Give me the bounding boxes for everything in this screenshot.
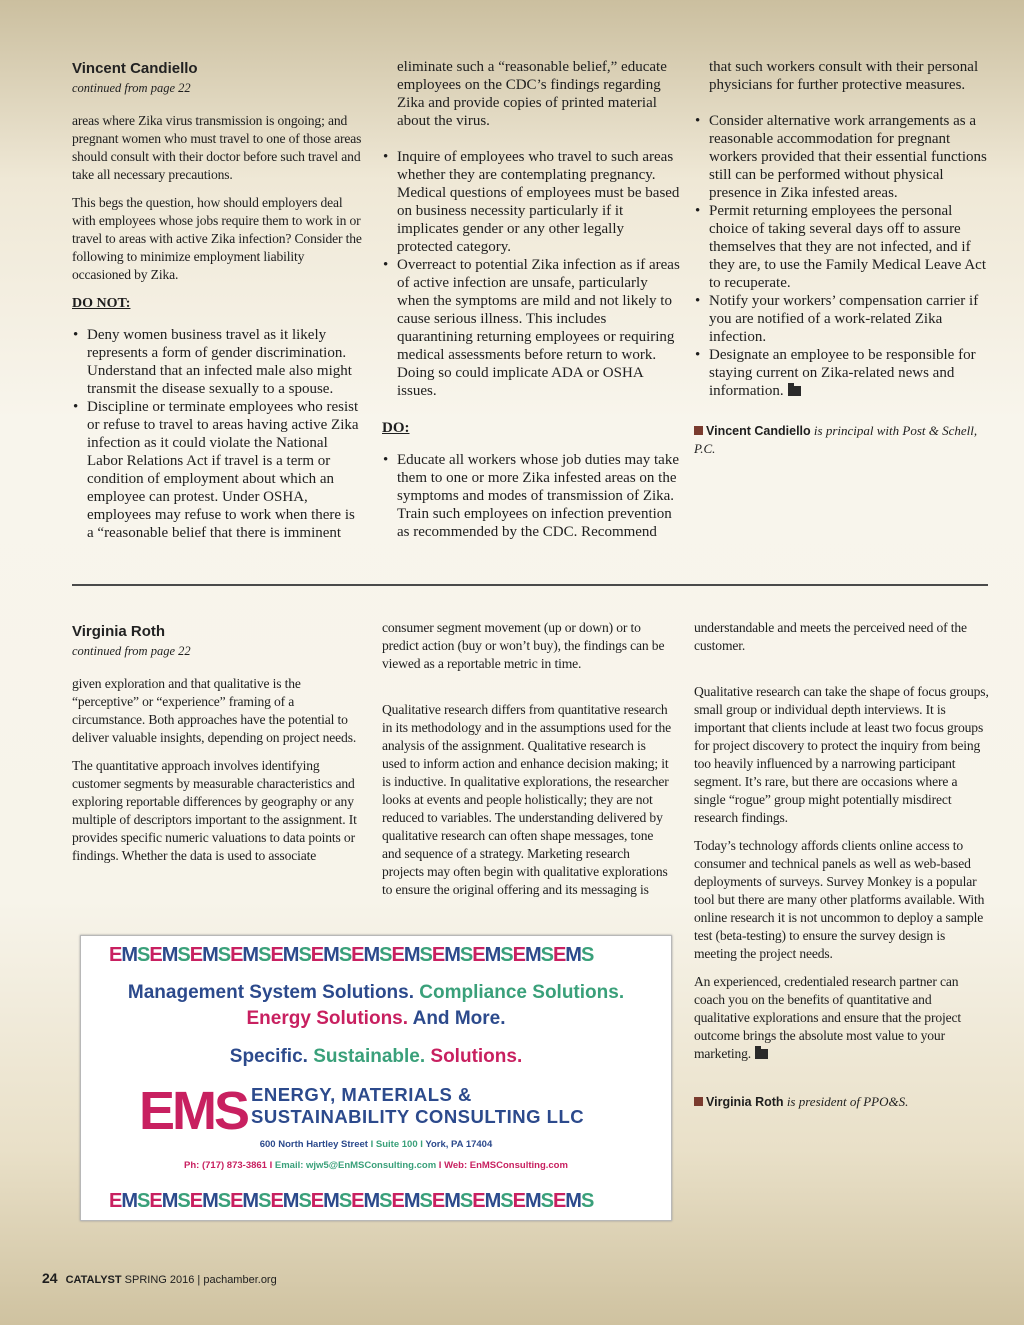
ad-headline-3c: Solutions.: [425, 1046, 523, 1067]
article2-para3-overflow: understandable and meets the perceived need of the customer.: [694, 620, 967, 653]
article1-col3: [694, 58, 990, 457]
article2-col2: [382, 619, 672, 899]
do-not-item-1: • Deny women business travel as it likely represents a form of gender discrimination. Understand that an infected male also might transmit the disease sexually to a spouse.: [72, 326, 364, 398]
do-list-continued: [694, 112, 990, 400]
article2-para6: [694, 973, 990, 1063]
ad-headline-2: [81, 1008, 671, 1030]
do-not-list: [72, 326, 364, 542]
do-not-item-3: • Inquire of employees who travel to such areas whether they are contemplating pregnancy. Medical questions of employees must be based on business necessity particularly if it implicates gender or any other legally protected category.: [382, 148, 680, 256]
ems-pattern-top: EMSEMSEMSEMSEMSEMSEMSEMSEMSEMSEMSEMS: [109, 944, 594, 966]
end-of-article-icon: [755, 1049, 768, 1059]
article2-para2-start: [72, 757, 364, 865]
article2-byline-name: Virginia Roth: [706, 1095, 784, 1109]
do-item-1-continued: [694, 58, 990, 112]
page-number: 24: [42, 1270, 58, 1286]
ems-phone: Ph: (717) 873-3861 I: [184, 1160, 275, 1171]
ems-web[interactable]: I Web: EnMSConsulting.com: [436, 1160, 568, 1171]
do-not-item-4: • Overreact to potential Zika infection as if areas of active infection are unsafe, particularly when the symptoms are mild and not likely to cause serious illness. This includes quarantining returning employees or requiring medical assessments before return to work. Doing so could implicate ADA or OSHA issues.: [382, 256, 680, 400]
article1-byline-text: is principal with Post & Schell, P.C.: [694, 423, 978, 456]
ems-address-city: York, PA 17404: [425, 1139, 493, 1150]
do-item-4: • Notify your workers’ compensation carrier if you are notified of a work-related Zika infection.: [694, 292, 990, 346]
do-not-heading: DO NOT:: [72, 296, 131, 311]
do-not-item-2-text: Discipline or terminate employees who resist or refuse to travel to areas having active Zika infection as it could violate the National Labor Relations Act if travel is a term or condition of employment about which an employee can protest. Under OSHA, employees may refuse to work when there is a “reasonable belief that there is imminent: [87, 399, 359, 541]
ems-address: [81, 1139, 671, 1150]
article2-para6-text: An experienced, credentialed research partner can coach you on the benefits of quantitative and qualitative explorations and ensure that the project outcome brings the absolute most value to your marketing.: [694, 974, 962, 1061]
do-item-5-text: Designate an employee to be responsible for staying current on Zika-related news and information.: [709, 347, 976, 399]
ad-headline-3: [81, 1046, 671, 1068]
article2-para3-continued: [694, 619, 990, 673]
do-not-item-2: [72, 398, 364, 542]
ems-address-suite: I Suite 100 I: [367, 1139, 426, 1150]
do-item-2: • Consider alternative work arrangements as a reasonable accommodation for pregnant workers provided that their essential functions still can be performed without physical presence in Zika infested areas.: [694, 112, 990, 202]
article1-author: Vincent Candiello: [72, 60, 198, 77]
article2-para3-start: [382, 701, 672, 899]
do-list: [382, 451, 680, 541]
article1-para2: This begs the question, how should employers deal with employees whose jobs require them to work in or travel to areas with active Zika infection? Consider the following to minimize employment liability occasioned by Zika.: [72, 195, 362, 282]
do-item-1-text: Educate all workers whose job duties may take them to one or more Zika infested areas on the symptoms and modes of transmission of Zika. Train such employees on infection prevention as recommended by the CDC. Recommend: [397, 452, 679, 540]
ad-headline-1a: Management System Solutions.: [127, 982, 415, 1003]
magazine-name: CATALYST: [65, 1274, 122, 1286]
article2-para3-text: Qualitative research differs from quantitative research in its methodology and in the assumptions used for the analysis of the assignment. Qualitative research is used to inform action and enhance decision making; it is inductive. In qualitative explorations, the researcher looks at events and people holistically; they are not reduced to variables. The understanding delivered by qualitative research can often shape messages, tone and sequence of a strategy. Marketing research projects may often begin with qualitative explorations to ensure the original offering and its messaging is: [382, 702, 672, 897]
article2-col1: [72, 623, 364, 865]
ad-headline-3a: Specific.: [229, 1046, 308, 1067]
byline-square-icon: [694, 1097, 703, 1106]
article1-byline-name: Vincent Candiello: [706, 424, 811, 438]
ems-address-street: 600 North Hartley Street: [259, 1139, 368, 1150]
end-of-article-icon: [788, 386, 801, 396]
article2-byline-text: is president of PPO&S.: [783, 1094, 909, 1109]
issue-info: SPRING 2016 | pachamber.org: [121, 1274, 277, 1286]
ad-headline-3b: Sustainable.: [307, 1046, 426, 1067]
article1-byline: [694, 422, 990, 457]
page-footer: [42, 1270, 277, 1286]
do-not-item-2-overflow: eliminate such a “reasonable belief,” educate employees on the CDC’s findings regarding Zika and provide copies of printed material about the virus.: [397, 59, 667, 129]
article2-para2-overflow: consumer segment movement (up or down) or to predict action (buy or won’t buy), the findings can be viewed as a reportable metric in time.: [382, 620, 665, 671]
article2-author: Virginia Roth: [72, 623, 166, 640]
ems-company-line2: SUSTAINABILITY CONSULTING LLC: [251, 1106, 585, 1127]
byline-square-icon: [694, 426, 703, 435]
ad-headline-1: [81, 982, 671, 1004]
article1-col2: [382, 58, 680, 541]
article2-para1: given exploration and that qualitative is the “perceptive” or “experience” framing of a circumstance. Both approaches have the potential to deliver valuable insights, depending on project needs.: [72, 676, 357, 745]
article1-para1: areas where Zika virus transmission is ongoing; and pregnant women who must travel to one of those areas should consult with their doctor before such travel and take all necessary precautions.: [72, 113, 362, 182]
do-item-1: [382, 451, 680, 541]
do-heading: DO:: [382, 420, 410, 436]
article1-col1: [72, 60, 364, 542]
article2-continued: continued from page 22: [72, 644, 191, 658]
ems-pattern-bottom: EMSEMSEMSEMSEMSEMSEMSEMSEMSEMSEMSEMS: [109, 1190, 594, 1212]
ems-advertisement[interactable]: [80, 935, 672, 1221]
ad-headline-2a: Energy Solutions.: [246, 1008, 409, 1029]
section-divider: [72, 584, 988, 586]
do-item-5: [694, 346, 990, 400]
do-item-1-overflow: that such workers consult with their personal physicians for further protective measures.: [709, 59, 979, 93]
ems-email[interactable]: Email: wjw5@EnMSConsulting.com: [274, 1160, 437, 1171]
article2-col3: [694, 619, 990, 1111]
do-not-item-2-continued: [382, 58, 680, 148]
article2-para5: Today’s technology affords clients online access to consumer and technical panels as well as web-based deployments of surveys. Survey Monkey is a popular tool but there are many other platforms available. With online research it is not uncommon to deploy a sample test (beta-testing) to ensure the survey design is meeting the project needs.: [694, 838, 985, 961]
ems-company-name: [251, 1084, 584, 1128]
ems-logo: EMS: [139, 1081, 248, 1141]
ems-company-line1: ENERGY, MATERIALS &: [251, 1084, 472, 1105]
article2-para2-text: The quantitative approach involves identifying customer segments by measurable characteristics and exploring reportable differences by geography or any multiple of descriptors important to the assignment. It provides specific numeric valuations to data points or findings. Whether the data is used to associate: [72, 758, 357, 863]
ad-headline-2b: And More.: [408, 1008, 506, 1029]
article1-continued: continued from page 22: [72, 81, 191, 95]
article2-byline: [694, 1093, 990, 1111]
article2-para4: Qualitative research can take the shape of focus groups, small group or individual depth interviews. It is important that clients include at least two focus groups for project discovery to protect the inquiry from being too heavily influenced by a narrowing participant segment. It’s rare, but there are occasions where a single “rogue” group might potentially misdirect research findings.: [694, 684, 989, 825]
do-not-list-continued: [382, 148, 680, 400]
ad-headline-1b: Compliance Solutions.: [414, 982, 625, 1003]
article2-para2-continued: [382, 619, 672, 691]
ems-contact: [81, 1160, 671, 1171]
do-item-3: • Permit returning employees the personal choice of taking several days off to assure themselves that they are not infected, and if they are, to use the Family Medical Leave Act to recuperate.: [694, 202, 990, 292]
